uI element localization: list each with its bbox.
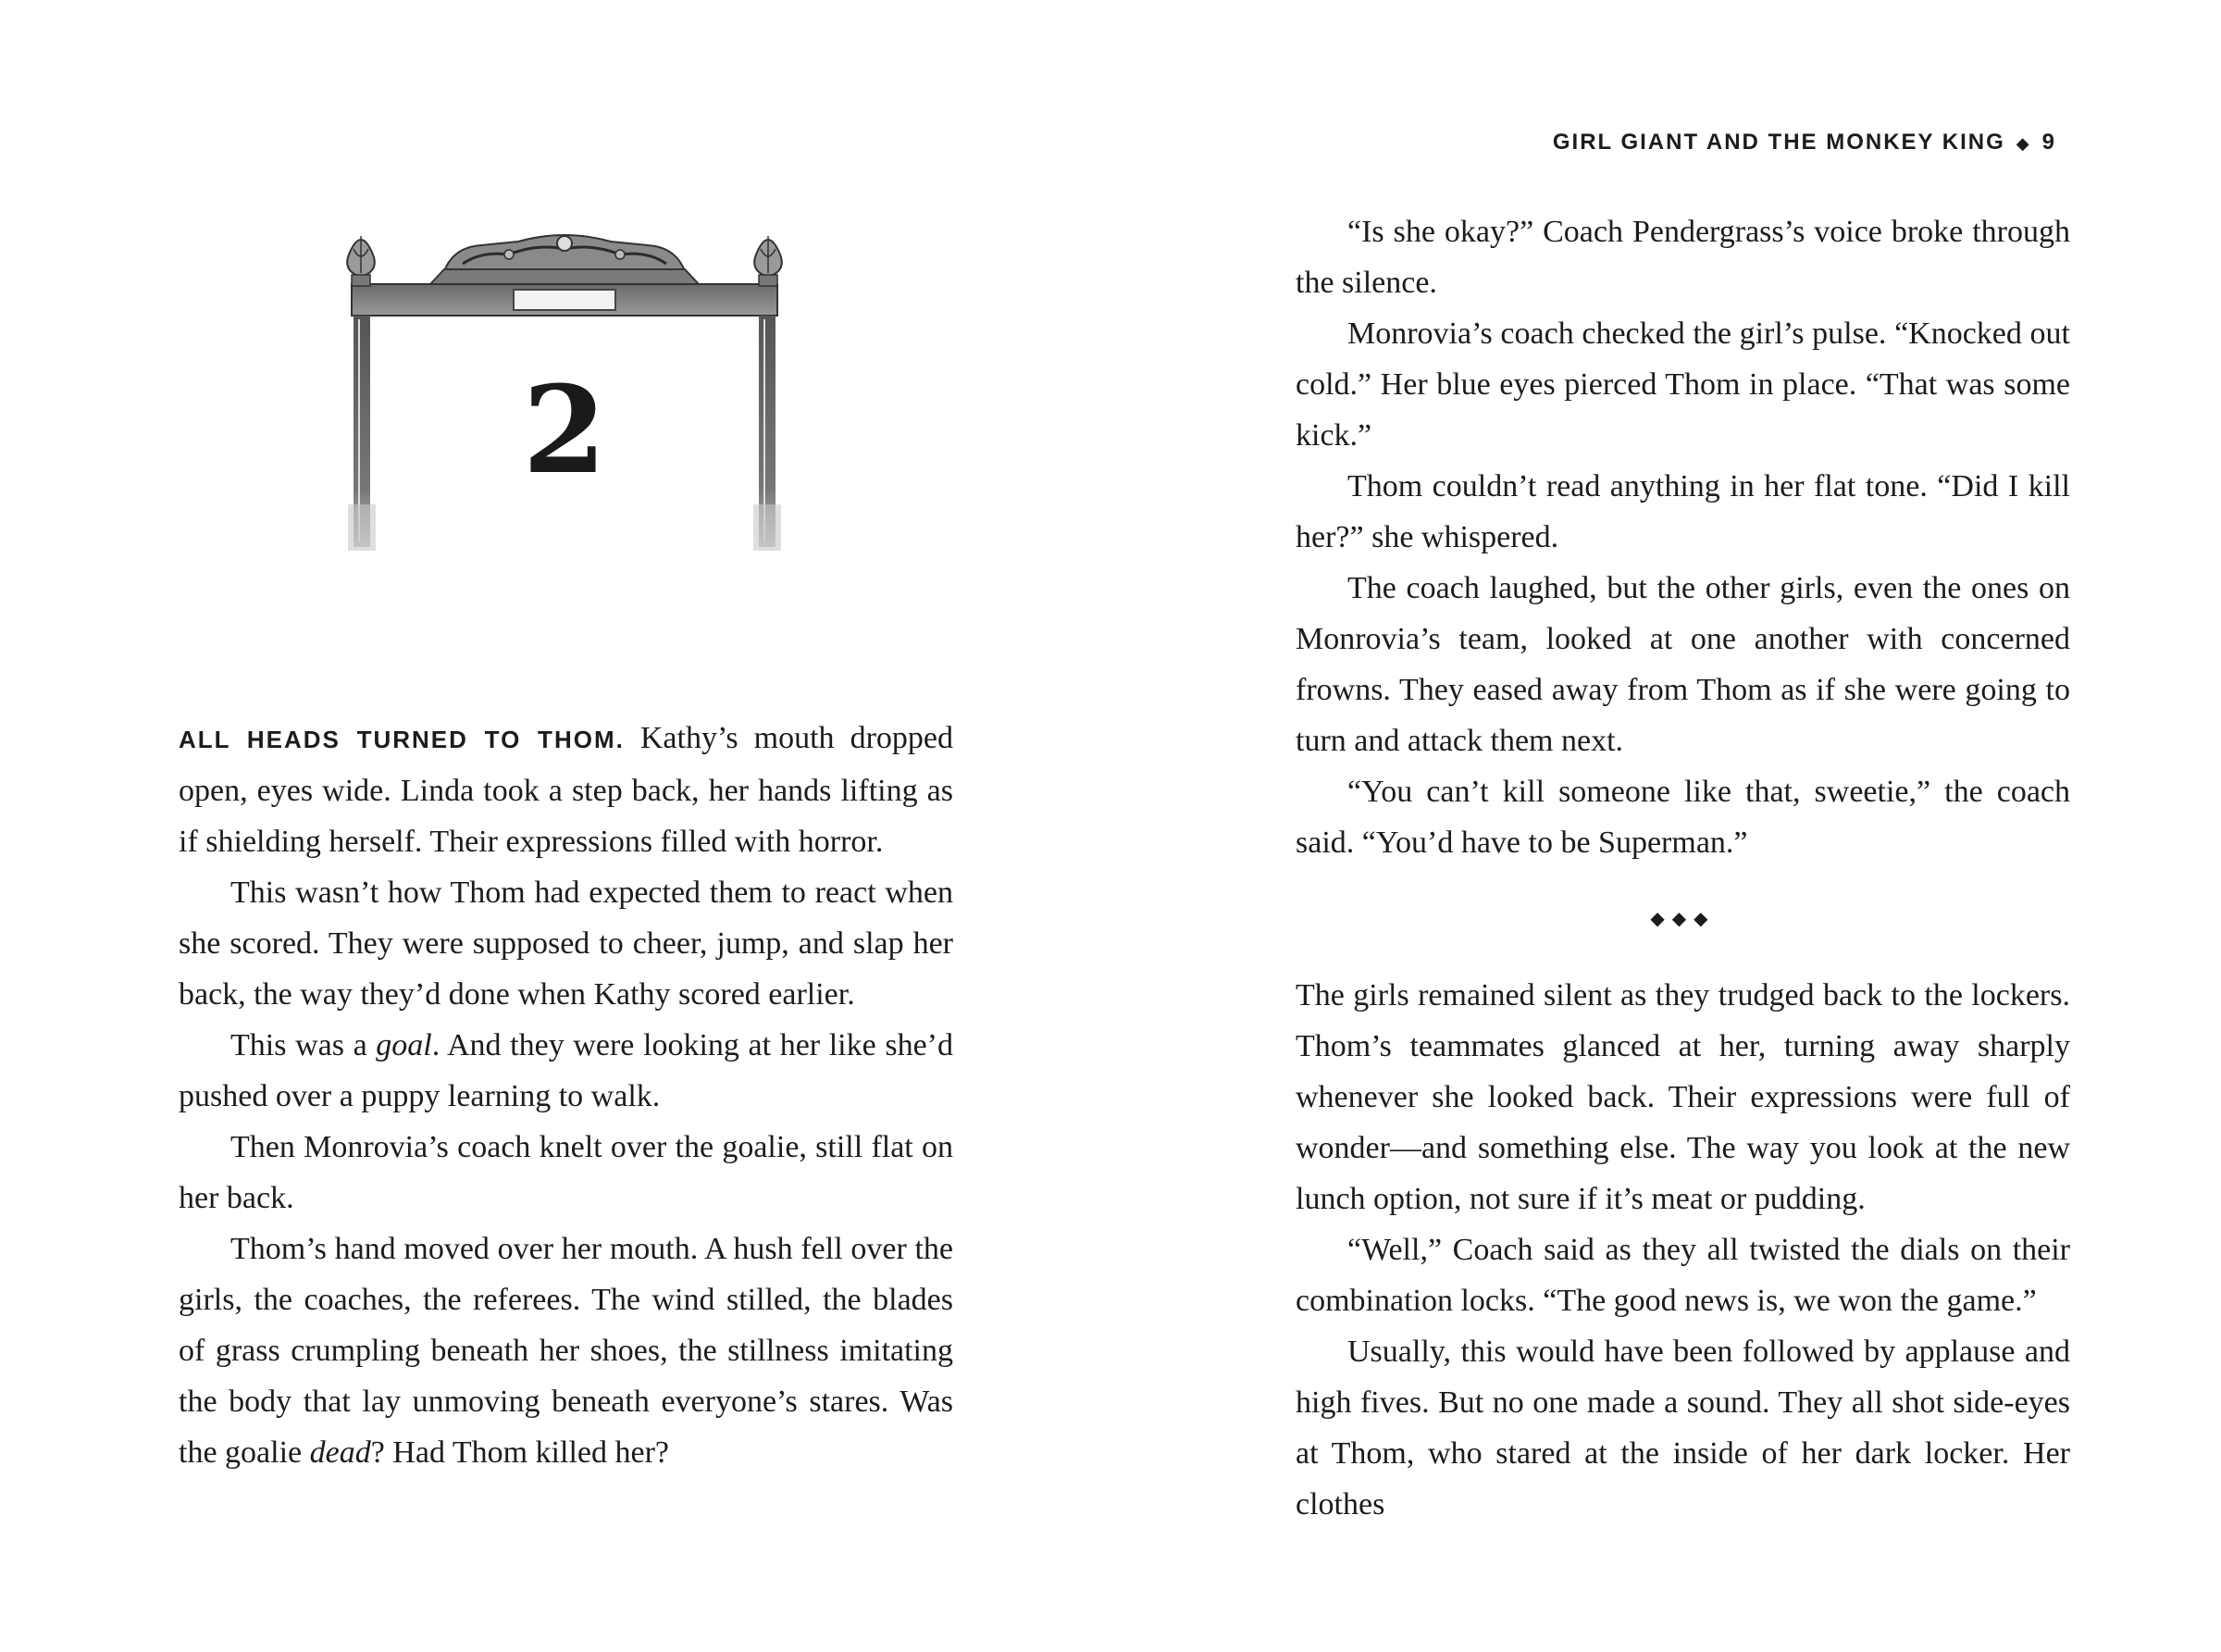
- paragraph: Thom couldn’t read anything in her flat tone. “Did I kill her?” she whispered.: [1296, 469, 2070, 554]
- left-page-body: [179, 713, 953, 1478]
- paragraph: The girls remained silent as they trudged back to the lockers. Thom’s teammates glanced at her, turning away sharply whenever she looked back. Their expressions were full of wonder—and something else. The way you look at the new lunch option, not sure if it’s meat or pudding.: [1296, 978, 2070, 1216]
- chapter-lead-in: ALL HEADS TURNED TO THOM.: [179, 726, 625, 753]
- paragraph: “Is she okay?” Coach Pendergrass’s voice broke through the silence.: [1296, 215, 2070, 300]
- left-page: [0, 0, 1110, 1652]
- paragraph: The coach laughed, but the other girls, even the ones on Monrovia’s team, looked at one another with concerned frowns. They eased away from Thom as if she were going to turn and attack them next.: [1296, 571, 2070, 758]
- paragraph-text: Thom’s hand moved over her mouth. A hush fell over the girls, the coaches, the referees. The wind stilled, the blades of grass crumpling beneath her shoes, the stillness imitating the body that lay unmoving beneath everyone’s stares. Was the goalie: [179, 1232, 953, 1470]
- diamond-separator-icon: ◆: [2016, 134, 2031, 153]
- running-head: [1553, 130, 2056, 155]
- paragraph: [179, 713, 953, 867]
- emphasis-text: goal: [376, 1028, 432, 1062]
- right-page-body: [1296, 206, 2070, 1530]
- section-break-ornament: ◆◆◆: [1650, 909, 1716, 929]
- book-title: GIRL GIANT AND THE MONKEY KING: [1552, 130, 2005, 155]
- paragraph-text: . And they were looking at her like she’d pushed over a puppy learning to walk.: [179, 1028, 953, 1113]
- paragraph: “You can’t kill someone like that, sweetie,” the coach said. “You’d have to be Superman.”: [1296, 775, 2070, 860]
- paragraph-text: Kathy’s mouth dropped open, eyes wide. Linda took a step back, her hands lifting as if shielding herself. Their expressions filled with horror.: [179, 721, 953, 859]
- paragraph: Monrovia’s coach checked the girl’s pulse. “Knocked out cold.” Her blue eyes pierced Thom in place. “That was some kick.”: [1296, 317, 2070, 453]
- paragraph-text: This was a: [230, 1028, 377, 1062]
- page-number: 9: [2041, 130, 2056, 155]
- paragraph: Usually, this would have been followed by applause and high fives. But no one made a sound. They all shot side-eyes at Thom, who stared at the inside of her dark locker. Her clothes: [1296, 1335, 2070, 1522]
- right-page: [1110, 0, 2221, 1652]
- paragraph: This wasn’t how Thom had expected them to react when she scored. They were supposed to cheer, jump, and slap her back, the way they’d done when Kathy scored earlier.: [179, 876, 953, 1012]
- paragraph: [179, 1223, 953, 1478]
- paragraph: [179, 1020, 953, 1122]
- chapter-number: 2: [522, 359, 607, 501]
- emphasis-text: dead: [309, 1435, 371, 1470]
- paragraph: “Well,” Coach said as they all twisted the dials on their combination locks. “The good news is, we won the game.”: [1296, 1233, 2070, 1318]
- paragraph: Then Monrovia’s coach knelt over the goalie, still flat on her back.: [179, 1130, 953, 1215]
- paragraph-text: ? Had Thom killed her?: [370, 1435, 669, 1470]
